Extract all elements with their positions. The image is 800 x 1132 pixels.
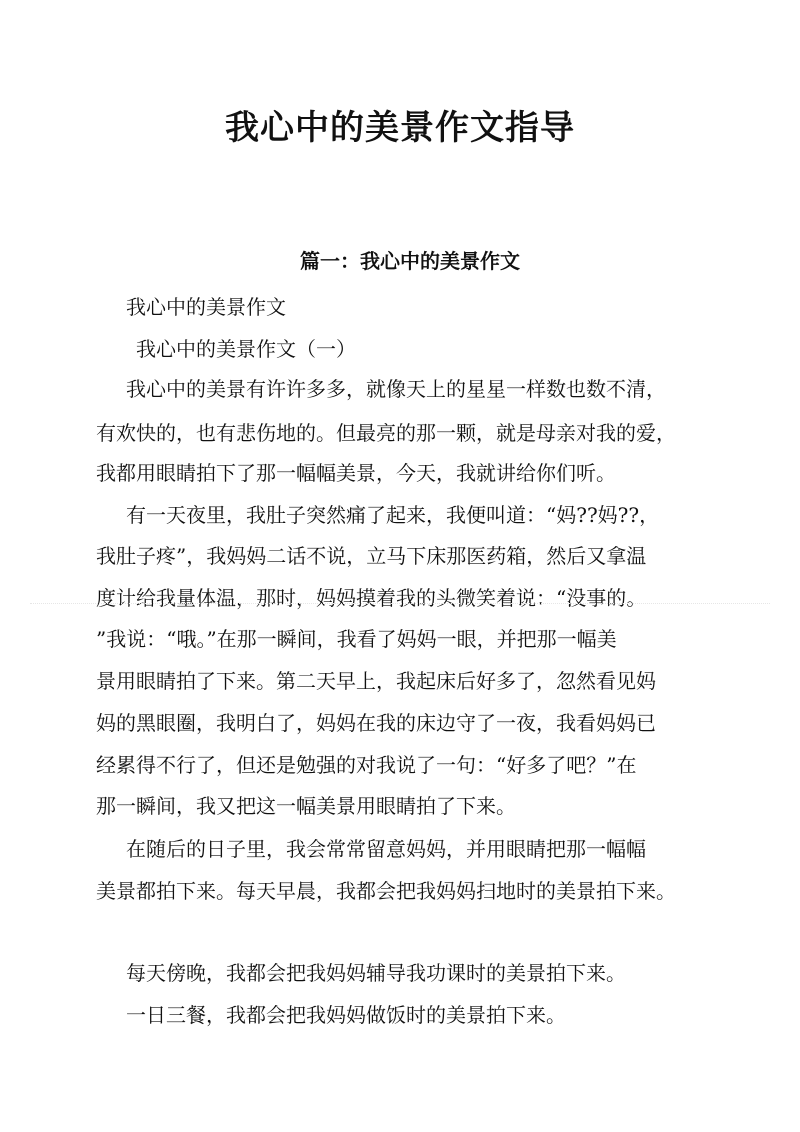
paragraph-line: 我心中的美景作文（一） (136, 337, 356, 361)
paragraph-line: ”我说：“哦。”在那一瞬间，我看了妈妈一眼，并把那一幅美 (96, 627, 617, 651)
paragraph-line: 有一天夜里，我肚子突然痛了起来，我便叫道：“妈??妈??， (126, 503, 660, 527)
paragraph-line: 我肚子疼”，我妈妈二话不说，立马下床那医药箱，然后又拿温 (96, 544, 647, 568)
paragraph-line: 妈的黑眼圈，我明白了，妈妈在我的床边守了一夜，我看妈妈已 (96, 711, 656, 735)
section-heading: 篇一：我心中的美景作文 (300, 249, 520, 273)
paragraph-line: 景用眼睛拍了下来。第二天早上，我起床后好多了，忽然看见妈 (96, 669, 656, 693)
paragraph-line: 那一瞬间，我又把这一幅美景用眼睛拍了下来。 (96, 794, 516, 818)
paragraph-line: 我心中的美景有许许多多，就像天上的星星一样数也数不清， (126, 377, 666, 401)
paragraph-line: 我心中的美景作文 (126, 295, 286, 319)
faint-divider (30, 603, 770, 604)
paragraph-line: 我都用眼睛拍下了那一幅幅美景，今天，我就讲给你们听。 (96, 461, 616, 485)
paragraph-line: 美景都拍下来。每天早晨，我都会把我妈妈扫地时的美景拍下来。 (96, 879, 676, 903)
document-title: 我心中的美景作文指导 (225, 108, 575, 148)
paragraph-line: 度计给我量体温，那时，妈妈摸着我的头微笑着说：“没事的。 (96, 586, 647, 610)
paragraph-line: 一日三餐，我都会把我妈妈做饭时的美景拍下来。 (126, 1003, 566, 1027)
paragraph-line: 有欢快的，也有悲伤地的。但最亮的那一颗，就是母亲对我的爱， (96, 421, 676, 445)
paragraph-line: 每天傍晚，我都会把我妈妈辅导我功课时的美景拍下来。 (126, 961, 626, 985)
paragraph-line: 经累得不行了，但还是勉强的对我说了一句：“好多了吧？”在 (96, 753, 637, 777)
paragraph-line: 在随后的日子里，我会常常留意妈妈，并用眼睛把那一幅幅 (126, 837, 646, 861)
